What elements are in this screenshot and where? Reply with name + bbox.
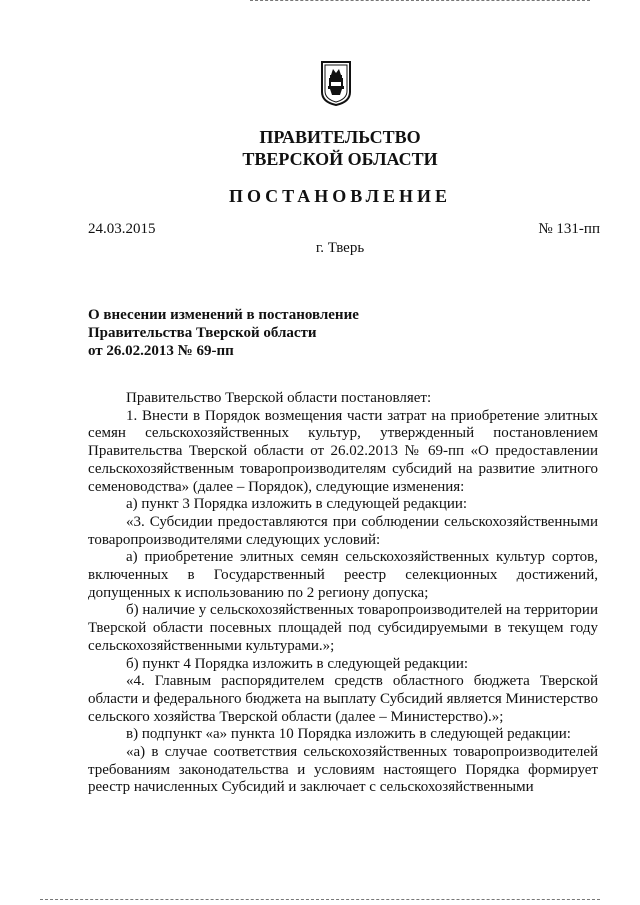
body-paragraph: 1. Внести в Порядок возмещения части затрат на приобретение элитных семян сельскохозяйственных культур, утвержденный постановлением Правительства Тверской области от 26.02.2013 № 69-пп «О предоставлении сельскохозяйственным товаропроизводителям субсидий на развитие элитного семеноводства» (далее – Порядок), следующие изменения: [88,407,598,495]
body-paragraph: «3. Субсидии предоставляются при соблюдении сельскохозяйственными товаропроизводителями следующих условий: [88,513,598,548]
body-paragraph: б) пункт 4 Порядка изложить в следующей редакции: [126,655,469,672]
body-paragraph: в) подпункт «а» пункта 10 Порядка изложить в следующей редакции: [126,726,571,743]
body-paragraph: а) приобретение элитных семян сельскохозяйственных культур сортов, включенных в Государственный реестр селекционных достижений, допущенных к использованию по 2 региону допуска; [88,549,598,601]
document-type: ПОСТАНОВЛЕНИЕ [228,186,452,206]
body-paragraph: Правительство Тверской области постановляет: [126,390,432,406]
body-paragraph: «4. Главным распорядителем средств областного бюджета Тверской области и федерального бюджета на выплату Субсидий является Министерство сельского хозяйства Тверской области (далее – Министерство).»; [88,673,599,725]
government-line-2: ТВЕРСКОЙ ОБЛАСТИ [242,149,438,169]
subject-line-2: Правительства Тверской области [88,325,317,341]
document-subject [88,306,448,360]
body-paragraph: б) наличие у сельскохозяйственных товаропроизводителей на территории Тверской области посевных площадей под субсидируемыми в текущем году сельскохозяйственными культурами.»; [88,602,598,654]
document-city: г. Тверь [315,240,365,256]
scan-top-border [250,0,590,3]
subject-line-1: О внесении изменений в постановление [88,307,359,323]
coat-of-arms-icon [320,60,352,106]
body-paragraph: а) пункт 3 Порядка изложить в следующей редакции: [126,496,468,513]
document-body [88,390,598,797]
document-number: № 131-пп [538,221,600,237]
government-title [0,126,640,170]
document-date: 24.03.2015 [88,221,156,237]
subject-line-3: от 26.02.2013 № 69-пп [88,343,234,359]
scan-bottom-border [40,899,600,902]
government-line-1: ПРАВИТЕЛЬСТВО [259,127,421,147]
body-paragraph: «а) в случае соответствия сельскохозяйственных товаропроизводителей требованиям законодательства и условиям настоящего Порядка формирует реестр начисленных Субсидий и заключает с сельскохозяйственными [88,744,598,796]
